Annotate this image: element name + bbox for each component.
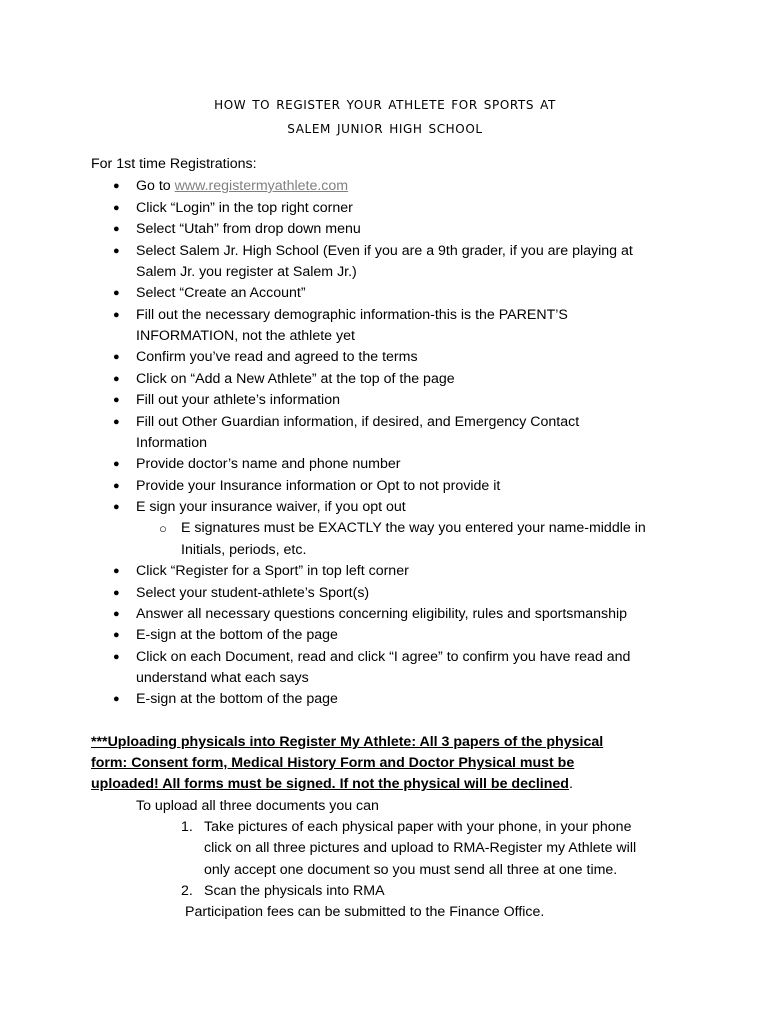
- registermyathlete-link[interactable]: www.registermyathlete.com: [174, 178, 349, 194]
- option-1-number: 1.: [181, 819, 193, 835]
- step-17: E-sign at the bottom of the page: [136, 627, 338, 643]
- sub-step-1-line-1: E signatures must be EXACTLY the way you entered your name-middle in: [181, 520, 646, 536]
- bullet-icon: ●: [113, 245, 120, 257]
- upload-intro: To upload all three documents you can: [136, 798, 379, 814]
- bullet-icon: ●: [113, 373, 120, 385]
- step-18-line-2: understand what each says: [136, 670, 309, 686]
- bullet-icon: ●: [113, 651, 120, 663]
- step-11: Provide doctor’s name and phone number: [136, 456, 401, 472]
- intro-text: For 1st time Registrations:: [91, 156, 257, 172]
- step-16: Answer all necessary questions concerning eligibility, rules and sportsmanship: [136, 606, 628, 622]
- step-13: E sign your insurance waiver, if you opt out: [136, 499, 406, 515]
- step-15: Select your student-athlete’s Sport(s): [136, 585, 370, 601]
- sub-bullet-icon: ○: [159, 521, 167, 536]
- step-18-line-1: Click on each Document, read and click “I agree” to confirm you have read and: [136, 649, 631, 665]
- bullet-icon: ●: [113, 608, 120, 620]
- bullet-icon: ●: [113, 202, 120, 214]
- option-1-line-2: click on all three pictures and upload to RMA-Register my Athlete will: [204, 840, 637, 856]
- bullet-icon: ●: [113, 458, 120, 470]
- step-9: Fill out your athlete’s information: [136, 392, 340, 408]
- sub-step-1-line-2: Initials, periods, etc.: [181, 542, 307, 558]
- bullet-icon: ●: [113, 693, 120, 705]
- bullet-icon: ●: [113, 287, 120, 299]
- step-6-line-1: Fill out the necessary demographic information-this is the PARENT’S: [136, 307, 568, 323]
- step-6-line-2: INFORMATION, not the athlete yet: [136, 328, 355, 344]
- step-7: Confirm you’ve read and agreed to the terms: [136, 349, 418, 365]
- step-5: Select “Create an Account”: [136, 285, 306, 301]
- bullet-icon: ●: [113, 587, 120, 599]
- bullet-icon: ●: [113, 416, 120, 428]
- bullet-icon: ●: [113, 501, 120, 513]
- step-1: [136, 176, 348, 197]
- step-8: Click on “Add a New Athlete” at the top of the page: [136, 371, 455, 387]
- bullet-icon: ●: [113, 394, 120, 406]
- bullet-icon: ●: [113, 565, 120, 577]
- step-19: E-sign at the bottom of the page: [136, 691, 338, 707]
- step-14: Click “Register for a Sport” in top left corner: [136, 563, 409, 579]
- step-10-line-2: Information: [136, 435, 207, 451]
- option-2: Scan the physicals into RMA: [204, 883, 385, 899]
- step-4-line-2: Salem Jr. you register at Salem Jr.): [136, 264, 357, 280]
- step-4-line-1: Select Salem Jr. High School (Even if you are a 9th grader, if you are playing at: [136, 243, 633, 259]
- option-1-line-3: only accept one document so you must send all three at one time.: [204, 862, 618, 878]
- bullet-icon: ●: [113, 480, 120, 492]
- notice-line-3-text: uploaded! All forms must be signed. If not the physical will be declined: [91, 776, 569, 792]
- step-1-text: Go to: [136, 178, 175, 194]
- step-10-line-1: Fill out Other Guardian information, if desired, and Emergency Contact: [136, 414, 580, 430]
- notice-line-3: [91, 774, 573, 795]
- notice-line-2: form: Consent form, Medical History Form and Doctor Physical must be: [91, 755, 575, 771]
- notice-line-1: ***Uploading physicals into Register My Athlete: All 3 papers of the physical: [91, 734, 604, 750]
- step-3: Select “Utah” from drop down menu: [136, 221, 361, 237]
- bullet-icon: ●: [113, 309, 120, 321]
- title-line-1: how to register your athlete for sports at: [214, 94, 556, 114]
- bullet-icon: ●: [113, 629, 120, 641]
- document-title: [0, 92, 770, 140]
- notice-line-3-period: .: [568, 776, 573, 792]
- step-12: Provide your Insurance information or Opt to not provide it: [136, 478, 501, 494]
- option-2-number: 2.: [181, 883, 193, 899]
- title-line-2: salem junior high school: [287, 118, 483, 138]
- bullet-icon: ●: [113, 351, 120, 363]
- bullet-icon: ●: [113, 180, 120, 192]
- fees-note: Participation fees can be submitted to the Finance Office.: [185, 904, 545, 920]
- option-1-line-1: Take pictures of each physical paper with your phone, in your phone: [204, 819, 632, 835]
- step-2: Click “Login” in the top right corner: [136, 200, 353, 216]
- bullet-icon: ●: [113, 223, 120, 235]
